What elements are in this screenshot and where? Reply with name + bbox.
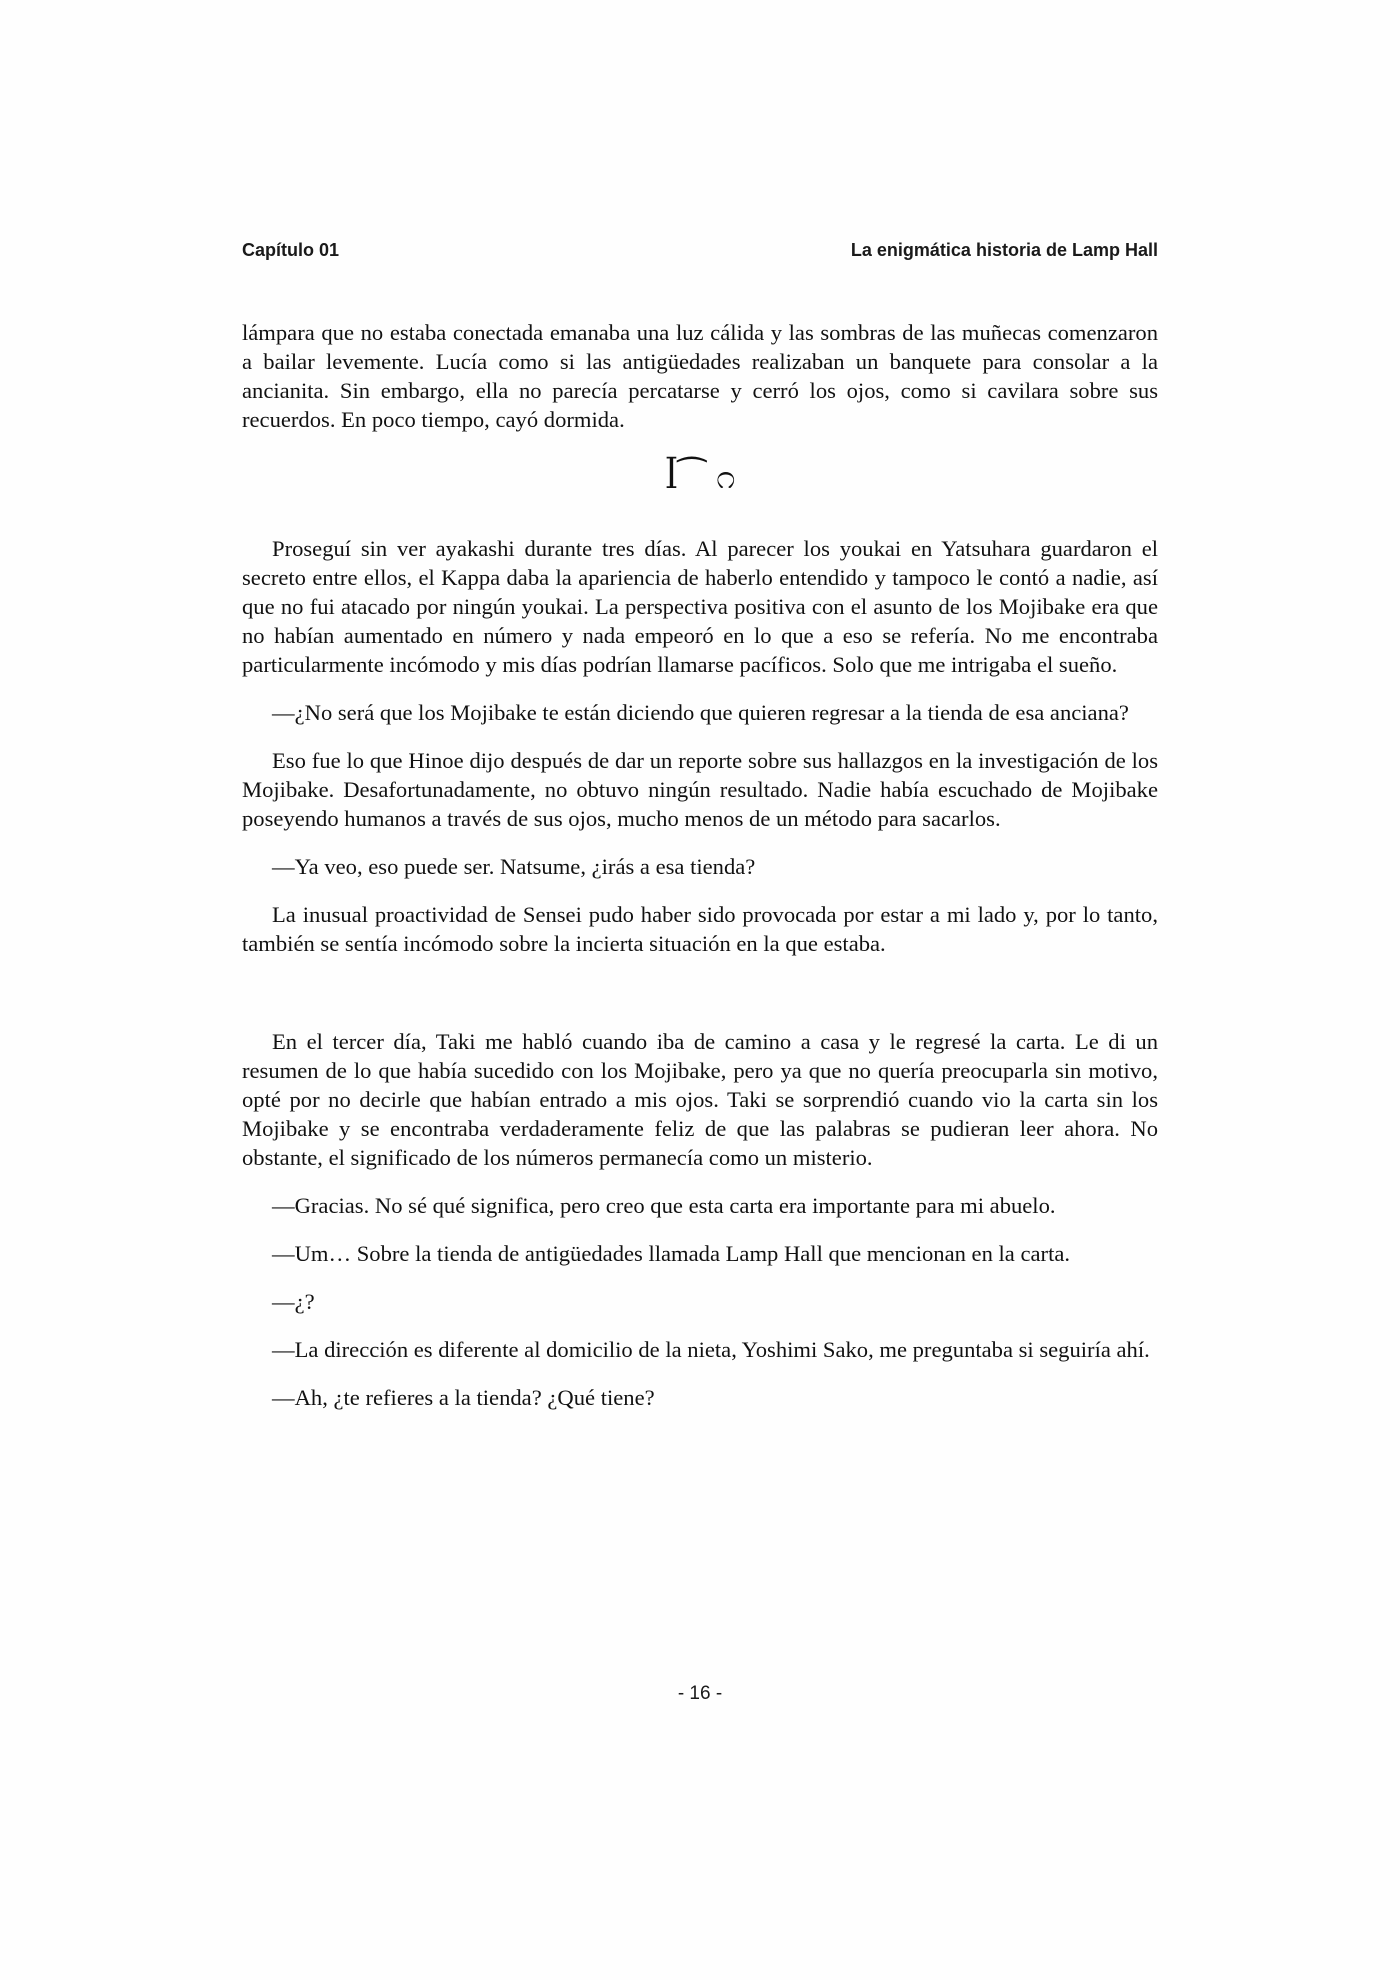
body-text: [242, 318, 1158, 1431]
paragraph: En el tercer día, Taki me habló cuando iba de camino a casa y le regresé la carta. Le di un resumen de lo que había sucedido con los Mojibake, pero ya que no quería preocuparla sin motivo, opté por no decirle que habían entrado a mis ojos. Taki se sorprendió cuando vio la carta sin los Mojibake y se encontraba verdaderamente feliz de que las palabras se pudieran leer ahora. No obstante, el significado de los números permanecía como un misterio.: [242, 1029, 1158, 1170]
paragraph: Proseguí sin ver ayakashi durante tres días. Al parecer los youkai en Yatsuhara guardaron el secreto entre ellos, el Kappa daba la apariencia de haberlo entendido y tampoco le contó a nadie, así que no fui atacado por ningún youkai. La perspectiva positiva con el asunto de los Mojibake era que no habían aumentado en número y nada empeoró en lo que a eso se refería. No me encontraba particularmente incómodo y mis días podrían llamarse pacíficos. Solo que me intrigaba el sueño.: [242, 536, 1158, 677]
section-gap: [242, 977, 1158, 1027]
chapter-label: Capítulo 01: [242, 240, 340, 260]
paragraph: —Gracias. No sé qué significa, pero creo que esta carta era importante para mi abuelo.: [272, 1193, 1056, 1218]
paragraph: —La dirección es diferente al domicilio de la nieta, Yoshimi Sako, me preguntaba si seguiría ahí.: [272, 1337, 1150, 1362]
paragraph: —¿?: [272, 1289, 315, 1314]
book-title: La enigmática historia de Lamp Hall: [850, 240, 1158, 260]
paragraph: —Um… Sobre la tienda de antigüedades llamada Lamp Hall que mencionan en la carta.: [272, 1241, 1071, 1266]
paragraph: —Ah, ¿te refieres a la tienda? ¿Qué tiene?: [272, 1385, 655, 1410]
paragraph: —¿No será que los Mojibake te están diciendo que quieren regresar a la tienda de esa anciana?: [272, 700, 1129, 725]
paragraph: lámpara que no estaba conectada emanaba una luz cálida y las sombras de las muñecas comenzaron a bailar levemente. Lucía como si las antigüedades realizaban un banquete para consolar a la ancianita. Sin embargo, ella no parecía percatarse y cerró los ojos, como si cavilara sobre sus recuerdos. En poco tiempo, cayó dormida.: [242, 320, 1158, 432]
paragraph: Eso fue lo que Hinoe dijo después de dar un reporte sobre sus hallazgos en la investigación de los Mojibake. Desafortunadamente, no obtuvo ningún resultado. Nadie había escuchado de Mojibake poseyendo humanos a través de sus ojos, mucho menos de un método para sacarlos.: [242, 748, 1158, 831]
scene-break-ornament: ꟾ⁀ ೧: [664, 457, 736, 497]
page-number: - 16 -: [677, 1683, 723, 1704]
running-header: [242, 240, 1158, 261]
paragraph: La inusual proactividad de Sensei pudo haber sido provocada por estar a mi lado y, por lo tanto, también se sentía incómodo sobre la incierta situación en la que estaba.: [242, 902, 1158, 956]
paragraph: —Ya veo, eso puede ser. Natsume, ¿irás a esa tienda?: [272, 854, 756, 879]
